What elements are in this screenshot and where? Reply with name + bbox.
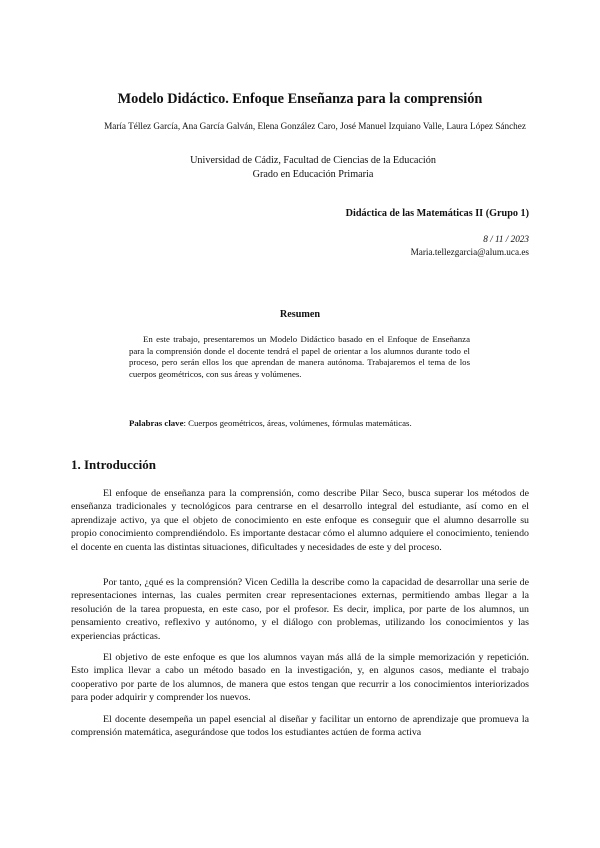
course-name: Didáctica de las Matemáticas II (Grupo 1): [345, 208, 529, 219]
affiliation-university: Universidad de Cádiz, Facultad de Ciencias de la Educación: [190, 155, 436, 166]
contact-email: Maria.tellezgarcia@alum.uca.es: [410, 247, 529, 257]
keywords-label: Palabras clave: [129, 418, 184, 428]
affiliation: [0, 154, 600, 181]
abstract-text: En este trabajo, presentaremos un Modelo Didáctico basado en el Enfoque de Enseñanza para la comprensión donde el docente tendrá el papel de orientar a los alumnos durante todo el proceso, pero serán ellos los que aprendan de manera autónoma. Trabajaremos el tema de los cuerpos geométricos, con sus áreas y volúmenes.: [129, 334, 470, 379]
body-paragraph: El enfoque de enseñanza para la comprensión, como describe Pilar Seco, busca superar los métodos de enseñanza tradicionales y tecnológicos para centrarse en el desarrollo integral del estudiante, así como en el aprendizaje activo, ya que el objeto de conocimiento en este enfoque es conseguir que el alumno desarrolle su propio conocimiento comprendiéndolo. Es importante destacar cómo el alumno adquiere el conocimiento, teniendo el docente en cuenta las distintas situaciones, dificultades y necesidades de este y del proceso.: [71, 488, 529, 553]
keywords-text: : Cuerpos geométricos, áreas, volúmenes, fórmulas matemáticas.: [183, 418, 412, 428]
body-paragraph: Por tanto, ¿qué es la comprensión? Vicen Cedilla la describe como la capacidad de desarrollar una serie de representaciones internas, las cuales permiten crear representaciones externas, permitiendo ambas llegar a la resolución de la tarea propuesta, en este caso, por el profesor. Es decir, implica, por parte de los alumnos, un pensamiento creativo, reflexivo y autónomo, y el diálogo con problemas, utilizando los conocimientos y las experiencias prácticas.: [71, 577, 529, 642]
document-date: 8 / 11 / 2023: [483, 234, 529, 244]
section-heading-introduction: 1. Introducción: [71, 457, 156, 472]
body-paragraph: El objetivo de este enfoque es que los alumnos vayan más allá de la simple memorización y repetición. Esto implica llevar a cabo un método basado en la investigación, y, en algunos casos, mediante el trabajo cooperativo por parte de los alumnos, de manera que estos tengan que recurrir a los conocimientos interiorizados para poder adquirir y comprender los nuevos.: [71, 652, 529, 704]
keywords-line: [129, 418, 489, 428]
body-paragraph: El docente desempeña un papel esencial al diseñar y facilitar un entorno de aprendizaje que promueva la comprensión matemática, asegurándose que todos los estudiantes actúen de forma activa: [71, 714, 529, 739]
abstract-heading: Resumen: [279, 309, 321, 320]
affiliation-degree: Grado en Educación Primaria: [252, 168, 374, 180]
paper-title: Modelo Didáctico. Enfoque Enseñanza para la comprensión: [117, 91, 483, 107]
author-list: María Téllez García, Ana García Galván, Elena González Caro, José Manuel Izquiano Valle, Laura López Sánchez: [104, 121, 526, 131]
